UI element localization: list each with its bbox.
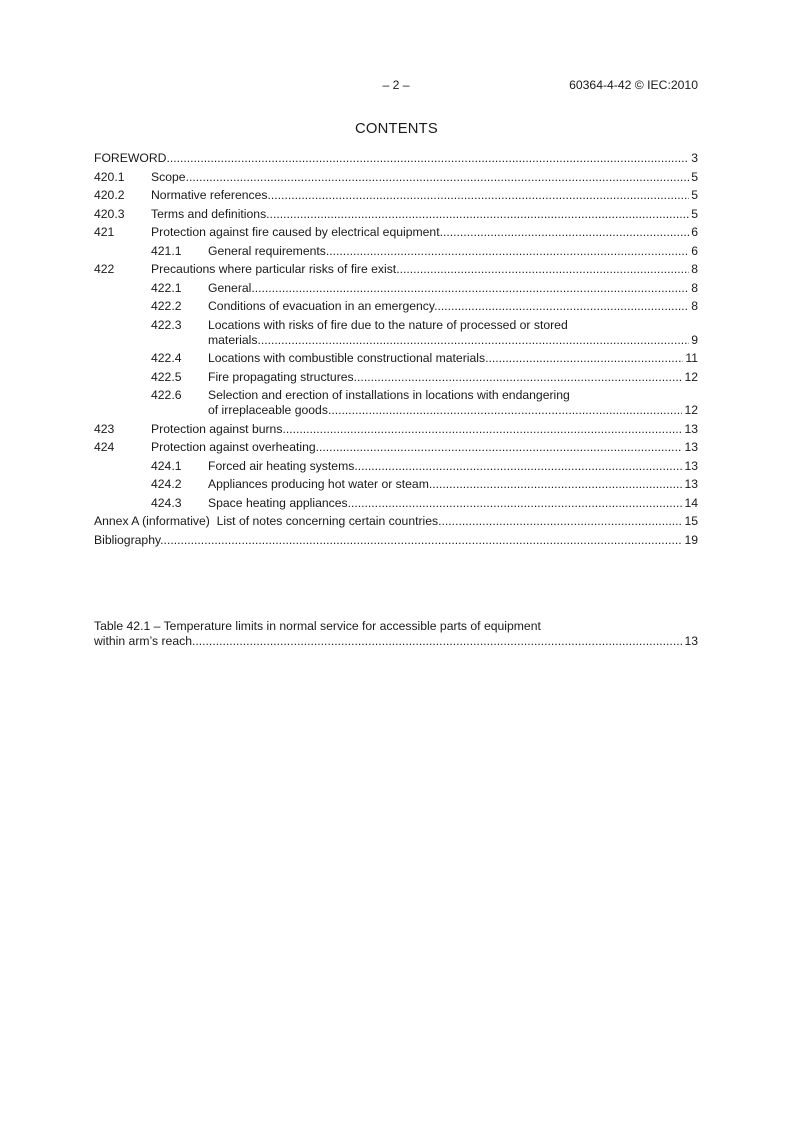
toc-entry-420-3[interactable] [94,207,698,222]
toc-entry-number: 424 [94,440,115,454]
toc-entry-page: 8 [691,280,698,295]
toc-entry-page: 8 [691,299,698,313]
toc-entry-420-1[interactable] [94,170,698,185]
table-entry-title-line2: within arm’s reach ..... [94,634,682,649]
table-entry-page: 13 [684,634,698,648]
toc-entry-title-line1: Selection and erection of installations in locations with endangering [208,388,570,402]
toc-entry-title: Protection against fire caused by electrical equipment ..... [151,225,689,240]
toc-entry-number: 423 [94,421,115,436]
toc-entry-page: 3 [691,151,698,165]
toc-entry-page: 13 [684,477,698,491]
toc-entry-page: 12 [684,369,698,384]
toc-entry-423[interactable] [94,422,698,437]
list-of-tables-entry-42-1[interactable] [94,619,698,649]
toc-entry-422-5[interactable] [94,370,698,385]
toc-entry-title: Terms and definitions ..... [151,207,689,222]
toc-entry-page: 15 [684,514,698,528]
toc-entry-number: 421 [94,225,115,239]
toc-entry-title-line2: materials ..... [208,333,689,348]
toc-entry-bibliography[interactable] [94,533,698,548]
toc-entry-number: 424.1 [151,458,182,473]
toc-entry-number: 421.1 [151,243,182,258]
toc-entry-number: 422.5 [151,369,182,384]
toc-entry-page: 11 [685,351,698,365]
toc-entry-title: Forced air heating systems ..... [208,459,682,474]
toc-entry-title: Conditions of evacuation in an emergency ..... [208,299,689,314]
toc-entry-page: 6 [691,225,698,239]
toc-entry-number: 422.6 [151,388,182,402]
toc-entry-page: 13 [684,458,698,473]
toc-entry-title: Protection against burns ..... [151,422,682,437]
toc-entry-page: 5 [691,188,698,202]
toc-entry-page: 13 [684,421,698,436]
toc-entry-title: Annex A (informative) List of notes concerning certain countries ..... [94,514,682,529]
toc-entry-page: 14 [684,495,698,510]
toc-entry-page: 12 [684,403,698,417]
toc-entry-title: Appliances producing hot water or steam ..... [208,477,682,492]
toc-entry-421-1[interactable] [94,244,698,259]
toc-entry-title: Normative references ..... [151,188,689,203]
toc-entry-number: 420.1 [94,169,125,184]
toc-entry-421[interactable] [94,225,698,240]
toc-entry-422-1[interactable] [94,281,698,296]
toc-entry-420-2[interactable] [94,188,698,203]
contents-title: CONTENTS [355,121,438,137]
toc-entry-title: General ..... [208,281,689,296]
toc-entry-page: 13 [684,440,698,454]
page-number: – 2 – [382,78,410,92]
toc-entry-422-4[interactable] [94,351,698,366]
toc-entry-title: Precautions where particular risks of fire exist ..... [151,262,689,277]
toc-entry-page: 8 [691,262,698,276]
toc-entry-424[interactable] [94,440,698,455]
toc-entry-page: 9 [691,332,698,347]
toc-entry-422-2[interactable] [94,299,698,314]
toc-entry-422-6[interactable] [94,388,698,418]
toc-entry-page: 5 [691,169,698,184]
toc-entry-424-1[interactable] [94,459,698,474]
toc-entry-number: 424.2 [151,477,182,491]
toc-entry-title: Locations with combustible constructional materials ..... [208,351,683,366]
toc-entry-number: 422.4 [151,351,182,365]
toc-entry-page: 19 [684,532,698,547]
document-id: 60364-4-42 © IEC:2010 [569,78,698,92]
table-of-contents [94,151,698,548]
toc-entry-title-line2: of irreplaceable goods ..... [208,403,682,418]
toc-entry-number: 422.1 [151,280,182,295]
toc-entry-422-3[interactable] [94,318,698,348]
toc-entry-foreword[interactable] [94,151,698,166]
toc-entry-424-3[interactable] [94,496,698,511]
toc-entry-number: 424.3 [151,495,182,510]
toc-entry-424-2[interactable] [94,477,698,492]
toc-entry-title: Space heating appliances ..... [208,496,682,511]
toc-entry-number: 422.3 [151,317,182,332]
toc-entry-number: 422 [94,262,115,276]
toc-entry-title: Fire propagating structures ..... [208,370,682,385]
toc-entry-title: Bibliography ..... [94,533,682,548]
toc-entry-title: Scope ..... [151,170,689,185]
toc-entry-number: 422.2 [151,299,182,313]
table-entry-title-line1: Table 42.1 – Temperature limits in normal service for accessible parts of equipment [94,619,541,633]
toc-entry-title: Protection against overheating ..... [151,440,682,455]
toc-entry-page: 5 [691,206,698,221]
toc-entry-page: 6 [691,243,698,258]
toc-entry-number: 420.3 [94,206,125,221]
toc-entry-annex-a[interactable] [94,514,698,529]
toc-entry-title: FOREWORD ..... [94,151,689,166]
toc-entry-title: General requirements ..... [208,244,689,259]
toc-entry-number: 420.2 [94,188,125,202]
toc-entry-title-line1: Locations with risks of fire due to the nature of processed or stored [208,317,568,332]
toc-entry-422[interactable] [94,262,698,277]
